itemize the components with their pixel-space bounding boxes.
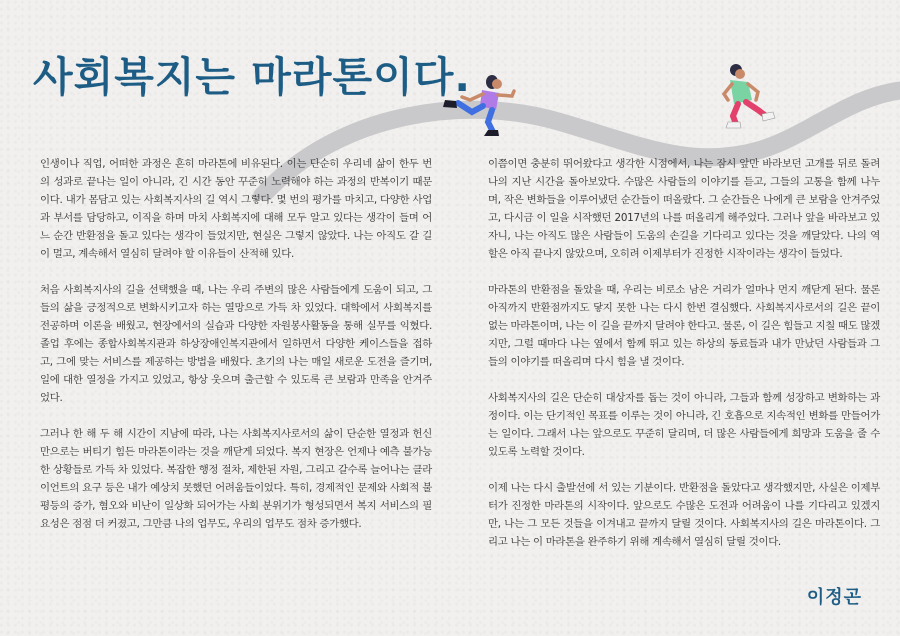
left-column bbox=[40, 155, 432, 551]
paragraph: 마라톤의 반환점을 돌았을 때, 우리는 비로소 남은 거리가 얼마나 먼지 깨닫게 된다. 물론 아직까지 반환점까지도 닿지 못한 나는 다시 한번 결심했다. 사회복지사로서의 길은 끝이 없는 마라톤이며, 나는 이 길을 끝까지 달려야 한다고. 물론, 이 길은 힘들고 지칠 때도 많겠지만, 그럴 때마다 나는 옆에서 함께 뛰고 있는 하상의 동료들과 내가 만났던 사람들과 그들의 이야기를 떠올리며 다시 힘을 낼 것이다. bbox=[488, 284, 880, 368]
green-shirt-runner-icon bbox=[724, 64, 775, 128]
page-title: 사회복지는 마라톤이다. bbox=[33, 53, 471, 101]
paragraph: 그러나 한 해 두 해 시간이 지남에 따라, 나는 사회복지사로서의 삶이 단순한 열정과 헌신만으로는 버티기 힘든 마라톤이라는 것을 깨닫게 되었다. 복지 현장은 언제나 예측 불가능한 상황들로 가득 차 있었다. 복잡한 행정 절차, 제한된 자원, 그리고 갈수록 늘어나는 클라이언트의 요구 등은 내가 예상치 못했던 어려움들이었다. 특히, 경제적인 문제와 사회적 불평등의 증가, 혐오와 비난이 일상화 되어가는 사회 분위기가 형성되면서 복지 서비스의 필요성은 점점 더 커졌고, 그만큼 나의 업무도, 우리의 업무도 점차 증가했다. bbox=[40, 428, 432, 530]
paragraph: 인생이나 직업, 어떠한 과정은 흔히 마라톤에 비유된다. 이는 단순히 우리네 삶이 한두 번의 성과로 끝나는 일이 아니라, 긴 시간 동안 꾸준히 노력해야 하는 과정의 반복이기 때문이다. 내가 몸담고 있는 사회복지사의 길 역시 그렇다. 몇 번의 평가를 마치고, 다양한 사업과 부서를 담당하고, 이직을 하며 마치 사회복지에 대해 모두 알고 있다는 생각이 들며 어느 순간 반환점을 돌고 있다는 생각이 들었지만, 현실은 그렇지 않았다. 나는 아직도 갈 길이 멀고, 계속해서 열심히 달려야 할 이유들이 산적해 있다. bbox=[40, 158, 432, 260]
author-name: 이정곤 bbox=[806, 587, 862, 608]
paragraph: 사회복지사의 길은 단순히 대상자를 돕는 것이 아니라, 그들과 함께 성장하고 변화하는 과정이다. 이는 단기적인 목표를 이루는 것이 아니라, 긴 호흡으로 지속적인 변화를 만들어가는 일이다. 그래서 나는 앞으로도 꾸준히 달리며, 더 많은 사람들에게 희망과 도움을 줄 수 있도록 노력할 것이다. bbox=[488, 392, 880, 458]
paragraph: 이제 나는 다시 출발선에 서 있는 기분이다. 반환점을 돌았다고 생각했지만, 사실은 이제부터가 진정한 마라톤의 시작이다. 앞으로도 수많은 도전과 어려움이 나를 기다리고 있겠지만, 나는 그 모든 것들을 이겨내고 끝까지 달릴 것이다. 사회복지사의 길은 마라톤이다. 그리고 나는 이 마라톤을 완주하기 위해 계속해서 열심히 달릴 것이다. bbox=[488, 482, 880, 548]
paragraph: 이쯤이면 충분히 뛰어왔다고 생각한 시점에서, 나는 잠시 앞만 바라보던 고개를 뒤로 돌려 나의 지난 시간을 돌아보았다. 수많은 사람들의 이야기를 듣고, 그들의 고통을 함께 나누며, 작은 변화들을 이루어냈던 순간들이 떠올랐다. 그 순간들은 나에게 큰 보람을 안겨주었고, 다시금 이 일을 시작했던 2017년의 나를 떠올리게 해주었다. 그러나 앞을 바라보고 있자니, 나는 아직도 많은 사람들이 도움의 손길을 기다리고 있다는 것을 깨달았다. 나의 역할은 아직 끝나지 않았으며, 오히려 이제부터가 진정한 시작이라는 생각이 들었다. bbox=[488, 158, 880, 260]
right-column bbox=[488, 155, 880, 569]
paragraph: 처음 사회복지사의 길을 선택했을 때, 나는 우리 주변의 많은 사람들에게 도움이 되고, 그들의 삶을 긍정적으로 변화시키고자 하는 열망으로 가득 차 있었다. 대학에서 사회복지를 전공하며 이론을 배웠고, 현장에서의 실습과 다양한 자원봉사활동을 통해 실무를 익혔다. 졸업 후에는 종합사회복지관과 하상장애인복지관에서 일하면서 다양한 케이스들을 접하고, 그에 맞는 서비스를 제공하는 방법을 배웠다. 초기의 나는 매일 새로운 도전을 즐기며, 일에 대한 열정을 가지고 있었고, 항상 웃으며 출근할 수 있도록 큰 보람과 만족을 안겨주었다. bbox=[40, 284, 432, 404]
